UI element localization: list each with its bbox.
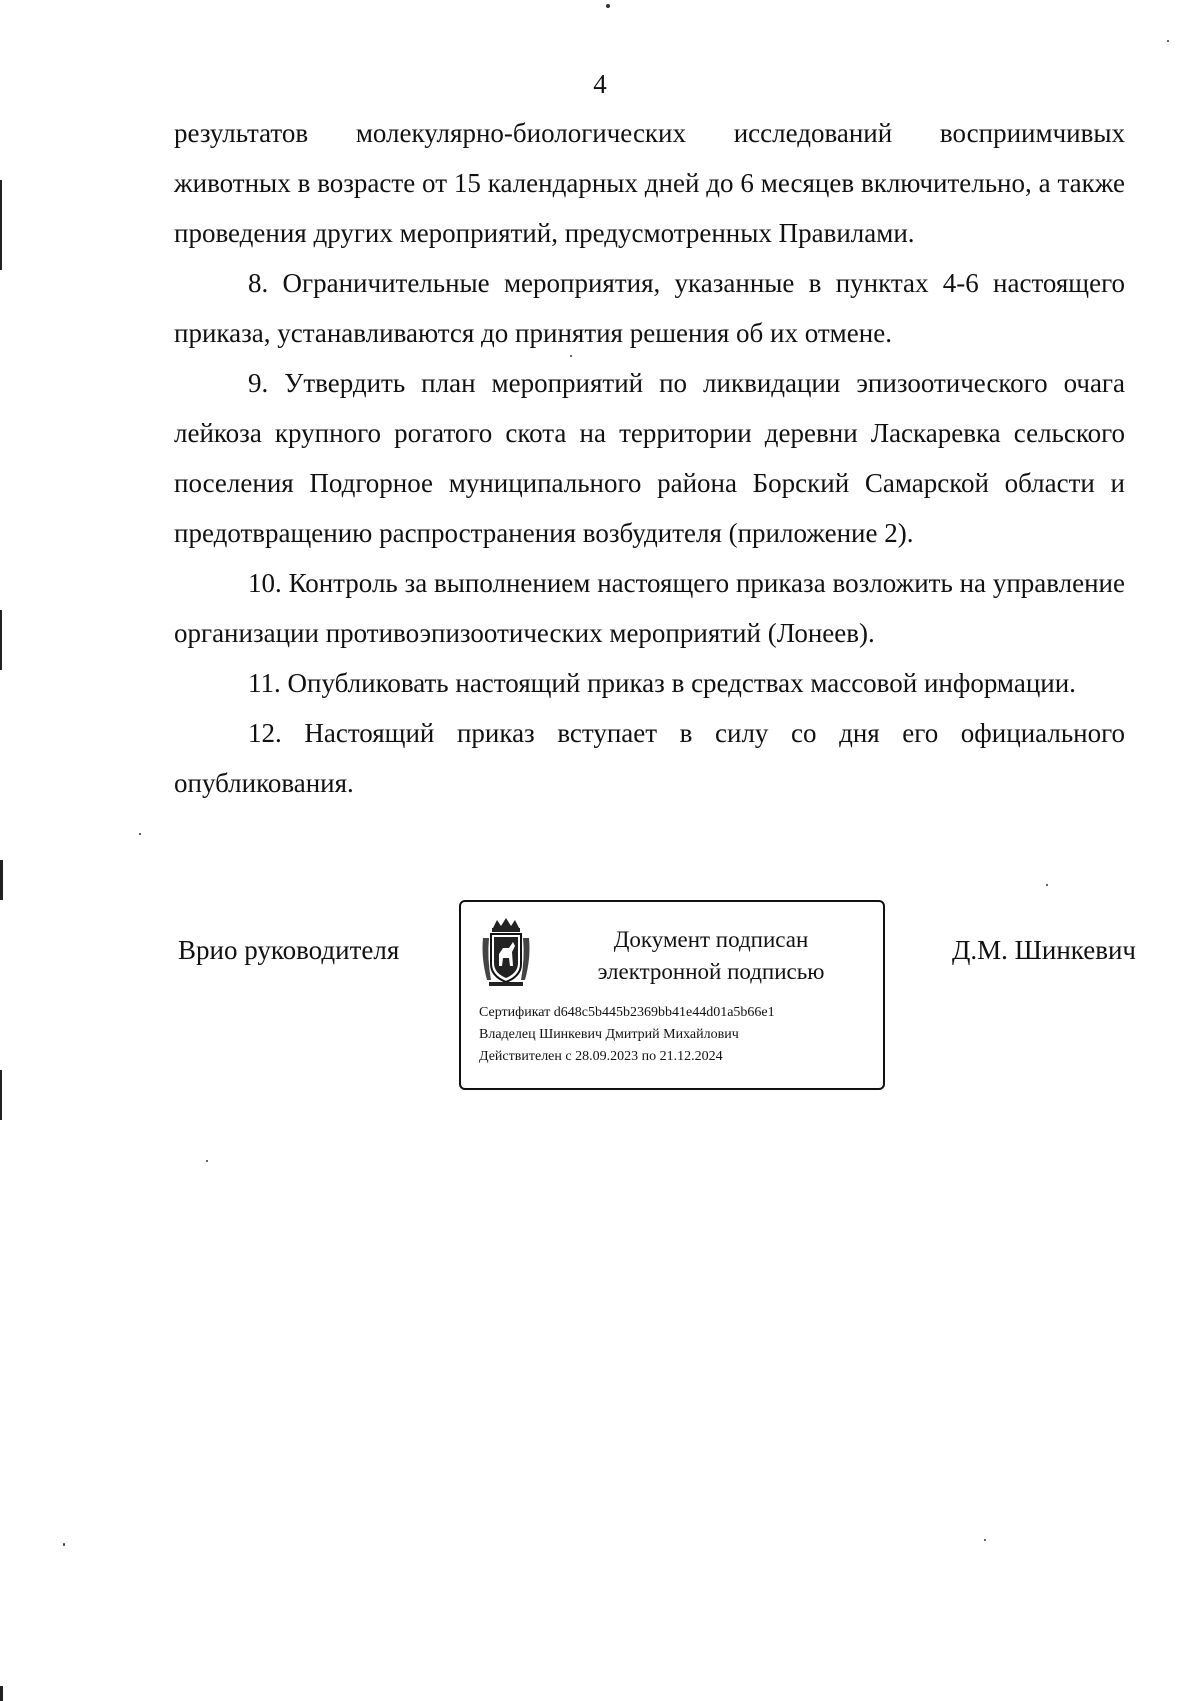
page-number: 4 [593, 69, 607, 99]
scan-speck [139, 833, 141, 835]
document-body [174, 108, 1125, 808]
scan-speck [63, 1543, 65, 1546]
scan-speck [1167, 40, 1169, 42]
scan-speck [1046, 884, 1048, 886]
scan-edge-mark [0, 1070, 2, 1120]
scan-edge-mark [0, 180, 2, 270]
scan-speck [206, 1160, 208, 1162]
stamp-title-line-2: электронной подписью [597, 959, 825, 984]
signer-name: Д.М. Шинкевич [951, 935, 1136, 965]
scan-edge-mark [0, 860, 3, 900]
paragraph-continuation: результатов молекулярно-биологических исследований восприимчивых животных в возрасте от 15 календарных дней до 6 месяцев включительно, а также проведения других мероприятий, предусмотренных Правилами. [174, 118, 1125, 248]
scan-edge-mark [0, 1686, 3, 1701]
stamp-title [561, 924, 861, 988]
paragraph-item-8: 8. Ограничительные мероприятия, указанные в пунктах 4-6 настоящего приказа, устанавливаются до принятия решения об их отмене. [174, 268, 1125, 348]
scan-speck [606, 4, 610, 8]
paragraph-item-12: 12. Настоящий приказ вступает в силу со дня его официального опубликования. [174, 718, 1125, 798]
scan-edge-mark [0, 610, 2, 670]
paragraph-item-10: 10. Контроль за выполнением настоящего приказа возложить на управление организации противоэпизоотических мероприятий (Лонеев). [174, 568, 1125, 648]
electronic-signature-stamp [459, 900, 885, 1090]
stamp-validity: Действителен с 28.09.2023 по 21.12.2024 [479, 1049, 723, 1064]
samara-coat-of-arms-icon [479, 918, 533, 988]
paragraph-item-11: 11. Опубликовать настоящий приказ в средствах массовой информации. [248, 668, 1076, 698]
signer-position: Врио руководителя [178, 935, 400, 965]
stamp-owner: Владелец Шинкевич Дмитрий Михайлович [479, 1027, 739, 1042]
stamp-details [479, 1002, 879, 1068]
scan-speck [570, 355, 572, 357]
paragraph-item-9: 9. Утвердить план мероприятий по ликвидации эпизоотического очага лейкоза крупного рогатого скота на территории деревни Ласкаревка сельского поселения Подгорное муниципального района Борский Самарской области и предотвращению распространения возбудителя (приложение 2). [174, 368, 1125, 548]
stamp-certificate: Сертификат d648c5b445b2369bb41e44d01a5b66e1 [479, 1005, 775, 1020]
scan-speck [984, 1539, 986, 1541]
stamp-title-line-1: Документ подписан [613, 927, 809, 952]
signature-block [0, 900, 1200, 1095]
